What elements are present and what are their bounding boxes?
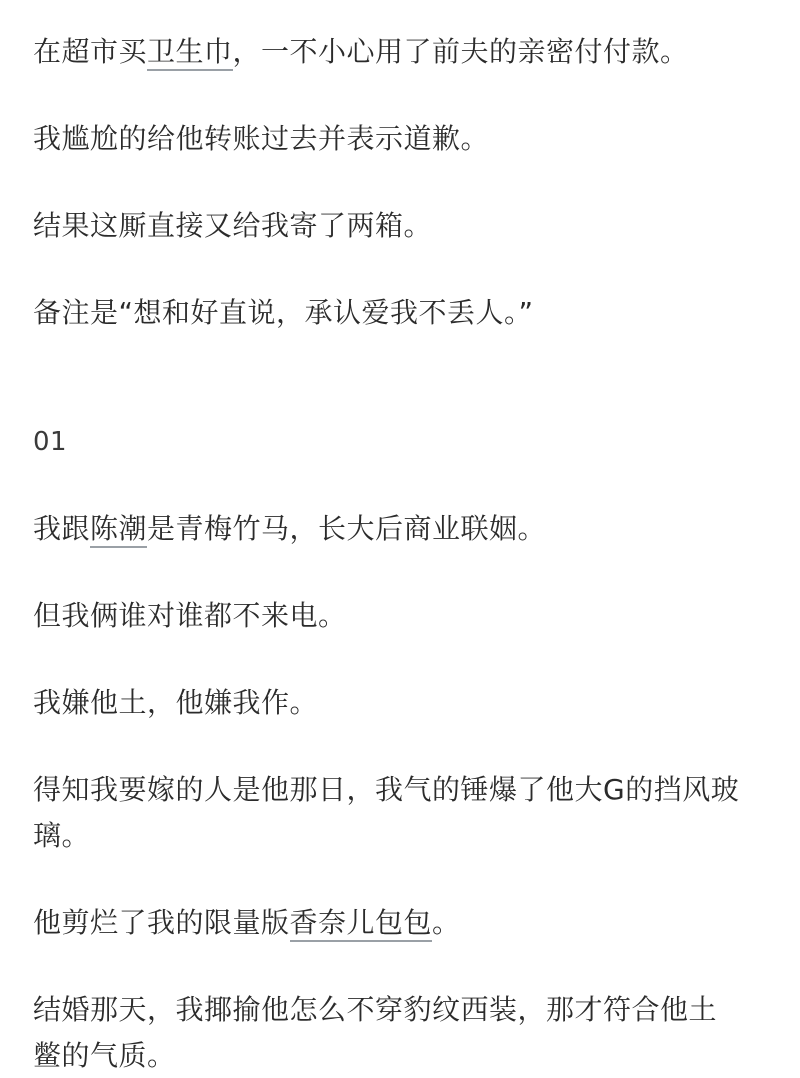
paragraph-continuation: 鳖的气质。 [33,1039,176,1072]
keyword-link[interactable]: 香奈儿包包 [290,906,433,942]
paragraph: 他剪烂了我的限量版香奈儿包包。 [33,901,461,945]
paragraph: 结婚那天，我揶揄他怎么不穿豹纹西装，那才符合他土 [33,993,718,1026]
paragraph: 备注是“想和好直说，承认爱我不丢人。” [33,296,534,329]
paragraph: 在超市买卫生巾，一不小心用了前夫的亲密付付款。 [33,30,689,74]
keyword-link[interactable]: 卫生巾 [147,35,233,71]
keyword-link[interactable]: 陈潮 [90,512,147,548]
paragraph-continuation: 璃。 [33,819,91,852]
paragraph: 得知我要嫁的人是他那日，我气的锤爆了他大G的挡风玻 [33,773,740,806]
chapter-number: 01 [33,427,68,457]
paragraph: 我嫌他土，他嫌我作。 [33,686,319,719]
paragraph: 结果这厮直接又给我寄了两箱。 [33,209,433,242]
paragraph: 我跟陈潮是青梅竹马，长大后商业联姻。 [33,507,546,551]
paragraph: 但我俩谁对谁都不来电。 [33,599,347,632]
paragraph: 我尴尬的给他转账过去并表示道歉。 [33,122,490,155]
